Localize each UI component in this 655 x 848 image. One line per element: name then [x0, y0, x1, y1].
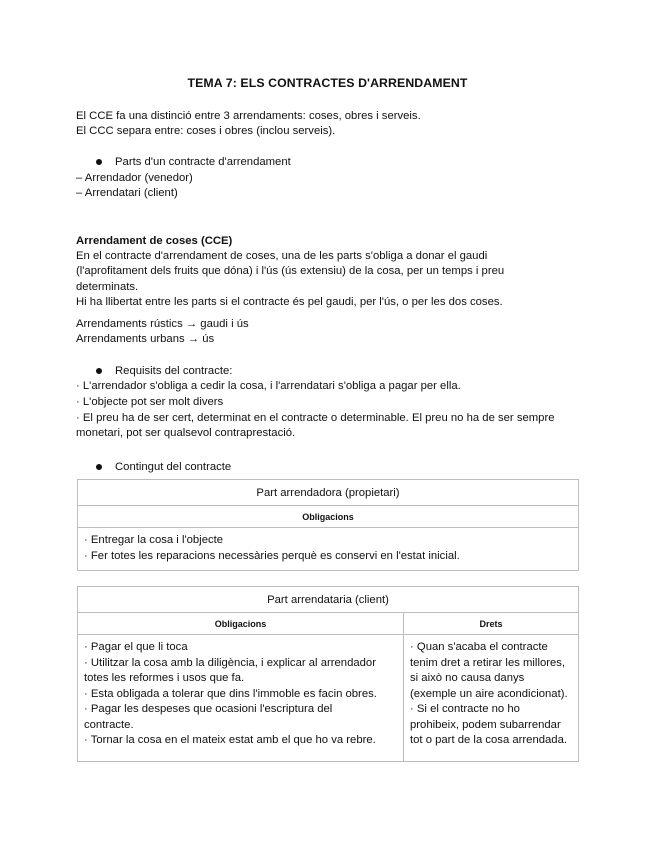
arrendataria-obligacio: · Tornar la cosa en el mateix estat amb el que ho va rebre. — [84, 734, 376, 746]
contingut-bullet: Contingut del contracte — [115, 461, 232, 473]
arrendataria-dret: si això no causa danys — [410, 672, 525, 684]
arrendataria-dret: · Si el contracte no ho — [410, 703, 520, 715]
requisits-bullet: Requisits del contracte: — [115, 365, 233, 377]
arrendataria-obligacio: · Pagar el que li toca — [84, 641, 188, 653]
arrendataria-dret: tot o part de la cosa arrendada. — [410, 734, 568, 746]
bullet-dot — [96, 464, 102, 470]
arrendadora-subheader: Obligacions — [78, 506, 579, 528]
arrendataria-obligacio: · Pagar les despeses que ocasioni l'escriptura del — [84, 703, 333, 715]
intro-line-1: El CCE fa una distinció entre 3 arrendaments: coses, obres i serveis. — [76, 110, 421, 122]
arrendataria-col-obligacions: Obligacions — [78, 613, 404, 635]
arrendadora-table — [77, 479, 579, 571]
coses-heading: Arrendament de coses (CCE) — [76, 235, 233, 247]
arrendataria-obligacions-cell — [78, 635, 404, 762]
arrendataria-dret: tenim dret a retirar les millores, — [410, 656, 566, 669]
coses-type-2: Arrendaments urbans → ús — [76, 333, 215, 345]
arrendadora-header: Part arrendadora (propietari) — [78, 480, 579, 506]
arrendataria-obligacio: contracte. — [84, 718, 134, 731]
requisits-item-2: · L'objecte pot ser molt divers — [76, 396, 224, 408]
parts-bullet: Parts d'un contracte d'arrendament — [115, 156, 291, 168]
parts-item-1: – Arrendador (venedor) — [76, 172, 193, 184]
bullet-dot — [96, 159, 102, 165]
intro-line-2: El CCC separa entre: coses i obres (inclou serveis). — [76, 125, 336, 137]
coses-line-3: determinats. — [76, 281, 139, 293]
arrendataria-obligacio: · Esta obligada a tolerar que dins l'immoble es facin obres. — [84, 687, 377, 700]
bullet-dot — [96, 368, 102, 374]
arrendataria-obligacio: · Utilitzar la cosa amb la diligència, i explicar al arrendador — [84, 656, 376, 669]
arrendadora-obligacio: · Entregar la cosa i l'objecte — [84, 534, 224, 546]
coses-line-1: En el contracte d'arrendament de coses, una de les parts s'obliga a donar el gaudi — [76, 250, 488, 262]
requisits-item-3: · El preu ha de ser cert, determinat en el contracte o determinable. El preu no ha de ser sempre — [76, 412, 555, 424]
arrendataria-drets-cell — [404, 635, 579, 762]
coses-line-4: Hi ha llibertat entre les parts si el contracte és pel gaudi, per l'ús, o per les dos coses. — [76, 296, 503, 308]
arrendataria-dret: (exemple un aire acondicionat). — [410, 687, 568, 700]
coses-line-2: (l'aprofitament dels fruits que dóna) i l'ús (ús extensiu) de la cosa, per un temps i preu — [76, 265, 505, 277]
arrendadora-obligacio: · Fer totes les reparacions necessàries perquè es conservi en l'estat inicial. — [84, 549, 460, 562]
arrendataria-header: Part arrendataria (client) — [78, 587, 579, 613]
document-title: TEMA 7: ELS CONTRACTES D'ARRENDAMENT — [187, 76, 468, 90]
arrendataria-col-drets: Drets — [404, 613, 579, 635]
arrendadora-obligacions-cell — [78, 528, 579, 571]
arrendataria-dret: prohibeix, podem subarrendar — [410, 718, 561, 731]
arrendataria-obligacio: totes les reformes i usos que fa. — [84, 672, 245, 684]
arrendataria-table — [77, 586, 579, 762]
coses-type-1: Arrendaments rústics → gaudi i ús — [76, 318, 249, 330]
parts-item-2: – Arrendatari (client) — [76, 187, 178, 199]
arrendataria-dret: · Quan s'acaba el contracte — [410, 641, 548, 653]
requisits-item-4: monetari, pot ser qualsevol contraprestació. — [76, 427, 296, 439]
requisits-item-1: · L'arrendador s'obliga a cedir la cosa, i l'arrendatari s'obliga a pagar per ella. — [76, 380, 461, 392]
